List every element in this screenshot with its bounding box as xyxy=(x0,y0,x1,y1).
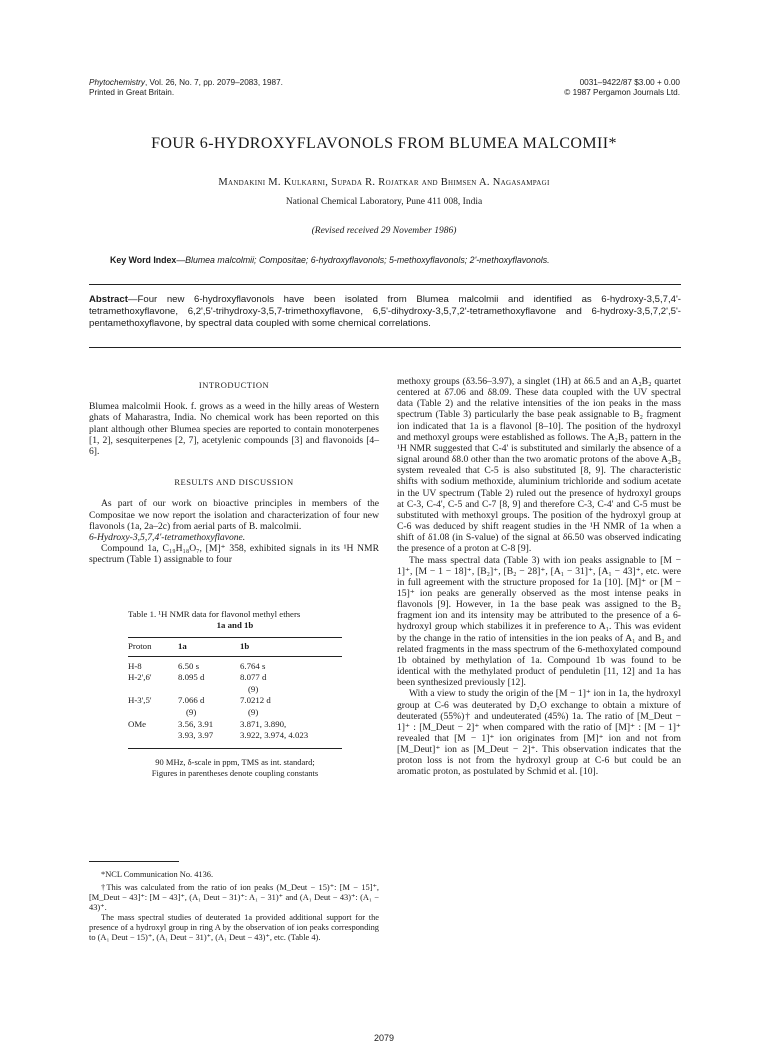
table-cell: 3.56, 3.91 xyxy=(178,718,214,729)
table-header-rule xyxy=(128,656,342,657)
table-header-cell: Proton xyxy=(128,641,152,651)
table-header xyxy=(128,641,342,653)
table-cell: 8.095 d xyxy=(178,672,205,683)
abstract xyxy=(89,294,681,330)
table-cell xyxy=(128,730,178,742)
table-cell: 3.922, 3.974, 4.023 xyxy=(240,730,309,741)
table-row xyxy=(128,672,342,684)
issn-price: 0031–9422/87 $3.00 + 0.00 xyxy=(579,78,680,87)
results-paragraph-2: Compound 1a, C₁₉H₁₈O₇, [M]⁺ 358, exhibited signals in its ¹H NMR spectrum (Table 1) assignable to four xyxy=(89,543,379,566)
footnote-1: *NCL Communication No. 4136. xyxy=(101,870,214,879)
printed-in: Printed in Great Britain. xyxy=(89,88,175,97)
table-cell: H-3',5' xyxy=(128,695,152,706)
running-header-left xyxy=(89,78,283,98)
running-header-right xyxy=(564,78,680,98)
table-cell xyxy=(128,707,178,719)
table-cell xyxy=(128,684,178,696)
table-row xyxy=(128,707,342,719)
page-number: 2079 xyxy=(373,1033,395,1043)
abstract-text: —Four new 6-hydroxyflavonols have been isolated from Blumea malcolmii and identified as 6-hydroxy-3,5,7,4'-tetramethoxyflavone, 6,2',5'-trihydroxy-3,5,7-trimethoxyflavone, 6,5'-dihydroxy-3,5,7,2'-tetramethoxyflavone and 6-hydroxy-3,5,7,2',5'-pentamethoxyflavone, by spectral data coupled with some chemical correlations. xyxy=(89,294,681,330)
table-cell xyxy=(178,684,240,696)
author-list: Mandakini M. Kulkarni, Supada R. Rojatkar and Bhimsen A. Nagasampagi xyxy=(218,177,550,188)
table-note-line-2: Figures in parentheses denote coupling constants xyxy=(151,767,319,778)
table-header-cell: 1a xyxy=(178,641,187,651)
keyword-text: —Blumea malcolmii; Compositae; 6-hydroxyflavonols; 5-methoxyflavonols; 2'-methoxyflavonols. xyxy=(176,255,550,265)
right-paragraph-1: methoxy groups (δ3.56–3.97), a singlet (1H) at δ6.5 and an A₂B₂ quartet centered at δ7.06 and δ8.09. These data coupled with the UV spectral data (Table 2) and the relative intensities of the ion peaks in the mass spectrum (Table 3) particularly the base peak assignable to B₂ fragment ion indicated that 1a is a flavonol [8–10]. The position of the hydroxyl and methoxyl groups were established as follows. The A₂B₂ pattern in the ¹H NMR suggested that C-4' is substituted and similarly the absence of a signal around δ8.0 other than the two aromatic protons of the above A₂B₂ system revealed that C-5 is also substituted [8, 9]. The characteristic shifts with sodium methoxide, aluminium trichloride and sodium acetate in the UV spectrum (Table 2) ruled out the presence of hydroxyl groups at C-3, C-4', C-5 and C-7 [8, 9] and therefore C-3, C-4' and C-5 must be substituted with methoxyl groups. The position of the hydroxyl group at C-6 was deduced by shift reagent studies in the ¹H NMR of 1a when a shift of δ1.08 (in S-value) of the signal at δ6.50 was observed indicating the presence of a proton at C-8 [9]. xyxy=(397,376,681,555)
table-row xyxy=(128,730,342,742)
table-row xyxy=(128,684,342,696)
journal-name: Phytochemistry xyxy=(89,78,145,87)
table-cell: 6.764 s xyxy=(240,660,266,671)
results-paragraph-1: As part of our work on bioactive principles in members of the Compositae we now report the isolation and characterization of four new flavonols (1a, 2a–2c) from aerial parts of B. malcolmii. xyxy=(89,498,379,532)
introduction-heading: INTRODUCTION xyxy=(198,380,270,390)
table-1 xyxy=(128,609,342,779)
table-caption-line-1: Table 1. ¹H NMR data for flavonol methyl ethers xyxy=(128,609,301,619)
table-cell: OMe xyxy=(128,718,147,729)
table-header-cell: 1b xyxy=(240,641,250,651)
table-cell: 3.93, 3.97 xyxy=(178,730,214,741)
introduction-paragraph: Blumea malcolmii Hook. f. grows as a weed in the hilly areas of Western ghats of Maharastra, India. No chemical work has been reported on this plant although other Blumea species are reported to contain monoterpenes [1, 2], sesquiterpenes [2, 7], acetylenic compounds [3] and flavonoids [4–6]. xyxy=(89,401,379,458)
keyword-index xyxy=(110,255,670,265)
affiliation: National Chemical Laboratory, Pune 411 008, India xyxy=(285,197,483,207)
table-cell: 7.066 d xyxy=(178,695,205,706)
table-row xyxy=(128,719,342,731)
paper-title: FOUR 6-HYDROXYFLAVONOLS FROM BLUMEA MALCOMII* xyxy=(151,135,617,152)
table-row xyxy=(128,661,342,673)
table-cell: (9) xyxy=(248,683,259,694)
table-caption-line-2: 1a and 1b xyxy=(216,620,254,630)
right-paragraph-2: The mass spectral data (Table 3) with ion peaks assignable to [M − 1]⁺, [M − 1 − 18]⁺, [B₂]⁺, [B₂ − 28]⁺, [A₁ − 31]⁺, [A₁ − 43]⁺, etc. were in full agreement with the structure proposed for 1a [10]. [M]⁺ or [M − 15]⁺ ion peaks are generally observed as the most intense peaks in flavonols [9]. However, in 1a the base peak was assigned to the B₂ fragment ion and its intensity may be attributed to the presence of a 6-hydroxyl group which stabilizes it in preference to A₁. This was evident by the change in the ratio of intensities in the ion peaks of A₁ and B₂ and related fragments in the mass spectrum of the 6-methoxylated compound 1b obtained by methylation of 1a. Compound 1b was found to be identical with the methylated product of penduletin [11, 12] and 1a has been synthesized previously [12]. xyxy=(397,554,681,689)
table-body xyxy=(128,661,342,742)
table-row xyxy=(128,695,342,707)
table-bottom-rule xyxy=(128,748,342,749)
footnotes xyxy=(89,870,379,943)
left-column xyxy=(89,380,379,566)
footnote-rule xyxy=(89,861,179,862)
keyword-label: Key Word Index xyxy=(110,255,177,265)
table-cell: (9) xyxy=(248,706,259,717)
copyright-line: © 1987 Pergamon Journals Ltd. xyxy=(564,88,680,97)
journal-citation: , Vol. 26, No. 7, pp. 2079–2083, 1987. xyxy=(144,78,283,87)
footnote-3: The mass spectral studies of deuterated 1a provided additional support for the presence of a hydroxyl group in ring A by the observation of ion peaks corresponding to (A₁ Deut − 15)⁺, (A₁ Deut − 31)⁺, (A₁ Deut − 43)⁺, etc. (Table 4). xyxy=(89,913,379,942)
revised-date: (Revised received 29 November 1986) xyxy=(311,226,457,236)
footnote-2: †This was calculated from the ratio of ion peaks (M_Deut − 15)⁺: [M − 15]⁺, [M_Deut − 43]⁺: [M − 43]⁺, (A₁ Deut − 31)⁺: A₁ − 31)⁺ and (A₁ Deut − 43)⁺: (A₁ − 43)⁺. xyxy=(89,883,379,912)
abstract-label: Abstract xyxy=(89,294,128,305)
table-cell: 3.871, 3.890, xyxy=(240,718,287,729)
table-cell: (9) xyxy=(186,706,197,717)
table-top-rule xyxy=(128,637,342,638)
table-note-line-1: 90 MHz, δ-scale in ppm, TMS as int. standard; xyxy=(155,756,315,767)
right-column xyxy=(397,376,681,778)
results-heading: RESULTS AND DISCUSSION xyxy=(174,477,294,488)
abstract-bottom-rule xyxy=(89,347,681,348)
table-cell: H-8 xyxy=(128,660,142,671)
table-cell: H-2',6' xyxy=(128,672,152,683)
table-cell: 8.077 d xyxy=(240,672,267,683)
table-cell: 7.0212 d xyxy=(240,695,271,706)
right-paragraph-3: With a view to study the origin of the [M − 1]⁺ ion in 1a, the hydroxyl group at C-6 was deuterated by D₂O exchange to obtain a mixture of deuterated (55%)† and undeuterated (45%) 1a. The ratio of [M_Deut − 1]⁺ : [M_Deut − 2]⁺ when compared with the ratio of [M]⁺ : [M − 1]⁺ revealed that [M − 1]⁺ ion originates from [M]⁺ ion and not from [M_Deut]⁺ ion as [M_Deut − 2]⁺. This observation indicates that the proton loss is not from the hydroxyl group at C-6 but could be an aromatic proton, as postulated by Schmid et al. [10]. xyxy=(397,688,681,778)
abstract-top-rule xyxy=(89,284,681,285)
compound-heading: 6-Hydroxy-3,5,7,4'-tetramethoxyflavone. xyxy=(89,532,246,544)
table-cell: 6.50 s xyxy=(178,660,200,671)
